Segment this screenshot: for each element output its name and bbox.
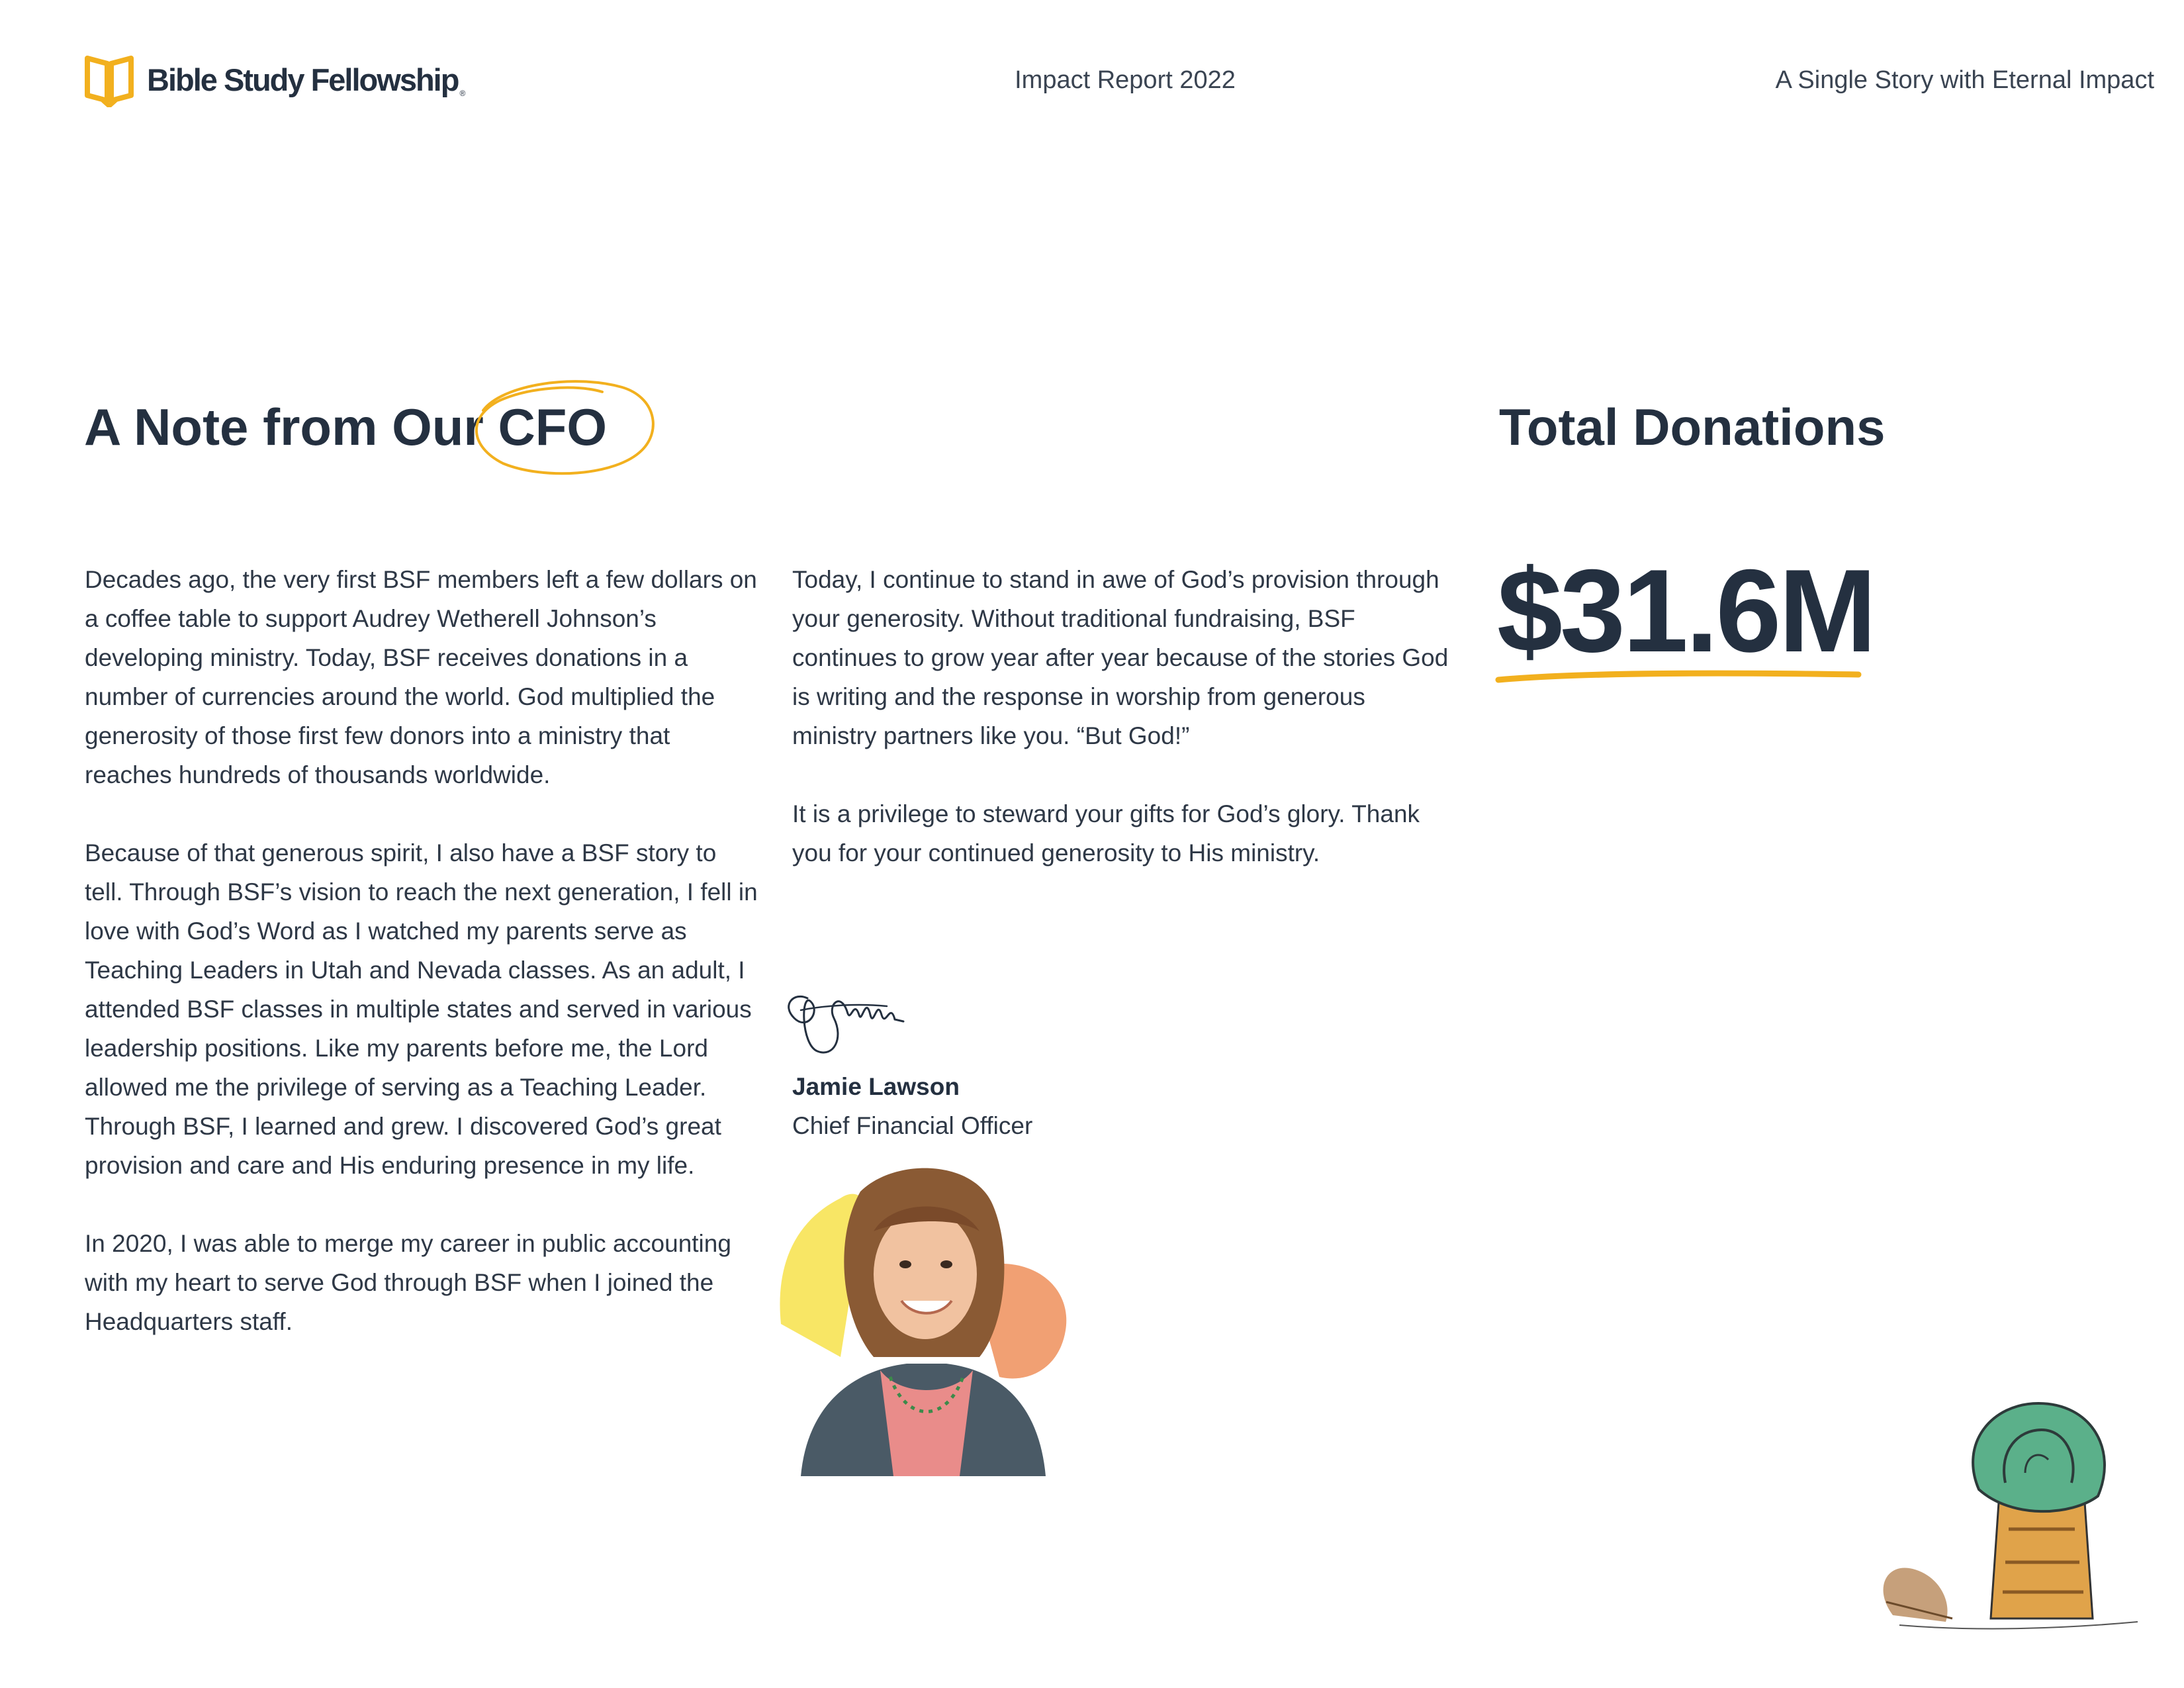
- note-heading: A Note from Our CFO: [84, 398, 608, 456]
- report-tagline: A Single Story with Eternal Impact: [1775, 66, 2154, 94]
- report-title: Impact Report 2022: [1015, 66, 1236, 94]
- note-paragraph: Decades ago, the very first BSF members left a few dollars on a coffee table to support Audrey Wetherell Johnson’s developing ministry. Today, BSF receives donations in a number of currencies around the world. God multiplied the generosity of those first few donors into a ministry that reaches hundreds of thousands worldwide.: [85, 566, 757, 788]
- hand-drawn-circle-icon: [463, 371, 662, 483]
- note-paragraph: Because of that generous spirit, I also have a BSF story to tell. Through BSF’s vision to reach the next generation, I fell in love with God’s Word as I watched my parents serve as Teaching Leaders in Utah and Nevada classes. As an adult, I attended BSF classes in multiple states and served in various leadership positions. Like my parents before me, the Lord allowed me the privilege of serving as a Teaching Leader. Through BSF, I learned and grew. I discovered God’s great provision and care and His enduring presence in my life.: [85, 839, 758, 1179]
- donations-heading: Total Donations: [1499, 398, 1886, 456]
- signer-title: Chief Financial Officer: [792, 1112, 1033, 1139]
- signature-image: [781, 972, 913, 1064]
- portrait-illustration: [761, 1158, 1092, 1476]
- signer-name: Jamie Lawson: [792, 1073, 960, 1100]
- registered-mark: ®: [459, 89, 466, 98]
- note-left-column: [85, 560, 760, 1380]
- note-paragraph: In 2020, I was able to merge my career in public accounting with my heart to serve God through BSF when I joined the Headquarters staff.: [85, 1230, 731, 1335]
- succulent-plant-illustration: [1846, 1364, 2151, 1642]
- logo-wordmark: Bible Study Fellowship: [147, 62, 459, 97]
- bsf-logo: [83, 52, 465, 107]
- note-paragraph: Today, I continue to stand in awe of God’s provision through your generosity. Without traditional fundraising, BSF continues to grow year after year because of the stories God is writing and the response in worship from generous ministry partners like you. “But God!”: [792, 566, 1449, 749]
- donations-total-value: $31.6M: [1497, 545, 1874, 677]
- note-paragraph: It is a privilege to steward your gifts for God’s glory. Thank you for your continued generosity to His ministry.: [792, 800, 1420, 867]
- open-book-logo-icon: [83, 52, 135, 107]
- hand-drawn-underline-icon: [1494, 665, 1865, 692]
- note-right-column: [792, 560, 1454, 912]
